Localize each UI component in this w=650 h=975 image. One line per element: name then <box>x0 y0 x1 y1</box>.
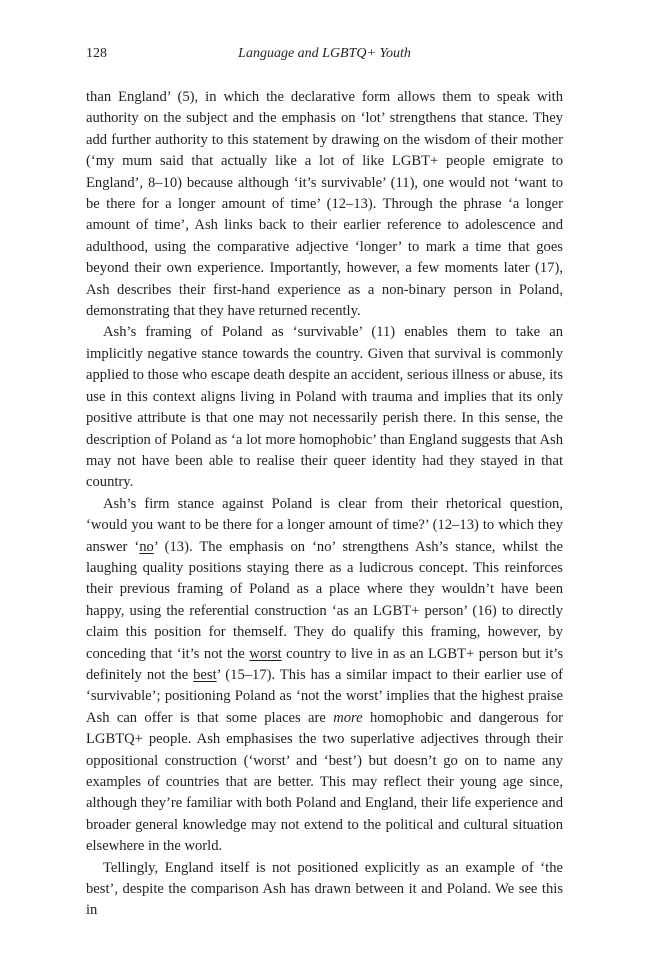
paragraph-1 <box>86 87 563 322</box>
paragraph-3 <box>86 494 563 858</box>
text-segment: ’ (13). The emphasis on ‘no’ strengthens Ash’s stance, whilst the laughing quality positions staying there as a ludicrous concept. This reinforces their previous framing of Poland as a place where they wouldn’t have been happy, using the referential construction ‘as an LGBT+ person’ (16) to directly claim this position for themself. They do qualify this framing, however, by conceding that ‘it’s not the <box>86 538 563 662</box>
underlined-word-best: best <box>193 666 217 683</box>
text-segment: country to live in as an LGBT+ person but it’s definitely not the <box>86 645 564 683</box>
paragraph-2 <box>86 322 563 493</box>
body-text <box>86 87 563 922</box>
running-title: Language and LGBTQ+ Youth <box>238 46 411 61</box>
text-segment: ’ (15–17). This has a similar impact to their earlier use of ‘survivable’; positioning Poland as ‘not the worst’ implies that the highest praise Ash can offer is that some places are <box>86 666 563 726</box>
underlined-word-no: no <box>139 538 154 555</box>
underlined-word-worst: worst <box>249 645 282 662</box>
text-segment: homophobic and dangerous for LGBTQ+ people. Ash emphasises the two superlative adjectives through their oppositional construction (‘worst’ and ‘best’) but doesn’t go on to name any examples of countries that are better. This may reflect their young age since, although they’re familiar with both Poland and England, their life experience and broader general knowledge may not extend to the political and cultural situation elsewhere in the world. <box>86 709 564 855</box>
page-number: 128 <box>86 46 107 61</box>
text-segment: Tellingly, England itself is not positioned explicitly as an example of ‘the best’, despite the comparison Ash has drawn between it and Poland. We see this in <box>86 859 563 919</box>
text-segment: Ash’s framing of Poland as ‘survivable’ (11) enables them to take an implicitly negative stance towards the country. Given that survival is commonly applied to those who escape death despite an accident, serious illness or abuse, its use in this context aligns living in Poland with trauma and implies that its only positive attribute is that one may not necessarily perish there. In this sense, the description of Poland as ‘a lot more homophobic’ than England suggests that Ash may not have been able to realise their queer identity had they stayed in that country. <box>86 324 563 491</box>
text-segment: than England’ (5), in which the declarative form allows them to speak with authority on the subject and the emphasis on ‘lot’ strengthens that stance. They add further authority to this statement by drawing on the wisdom of their mother (‘my mum said that actually like a lot of like LGBT+ people emigrate to England’, 8–10) because although ‘it’s survivable’ (11), one would not ‘want to be there for a longer amount of time’ (12–13). Through the phrase ‘a longer amount of time’, Ash links back to their earlier reference to adolescence and adulthood, using the comparative adjective ‘longer’ to mark a time that goes beyond their own experience. Importantly, however, a few moments later (17), Ash describes their first-hand experience as a non-binary person in Poland, demonstrating that they have returned recently. <box>86 89 563 320</box>
italic-word-more: more <box>333 709 363 726</box>
paragraph-4 <box>86 858 563 922</box>
text-segment: Ash’s firm stance against Poland is clear from their rhetorical question, ‘would you want to be there for a longer amount of time?’ (12–13) to which they answer ‘ <box>86 495 563 555</box>
running-head <box>86 44 563 64</box>
